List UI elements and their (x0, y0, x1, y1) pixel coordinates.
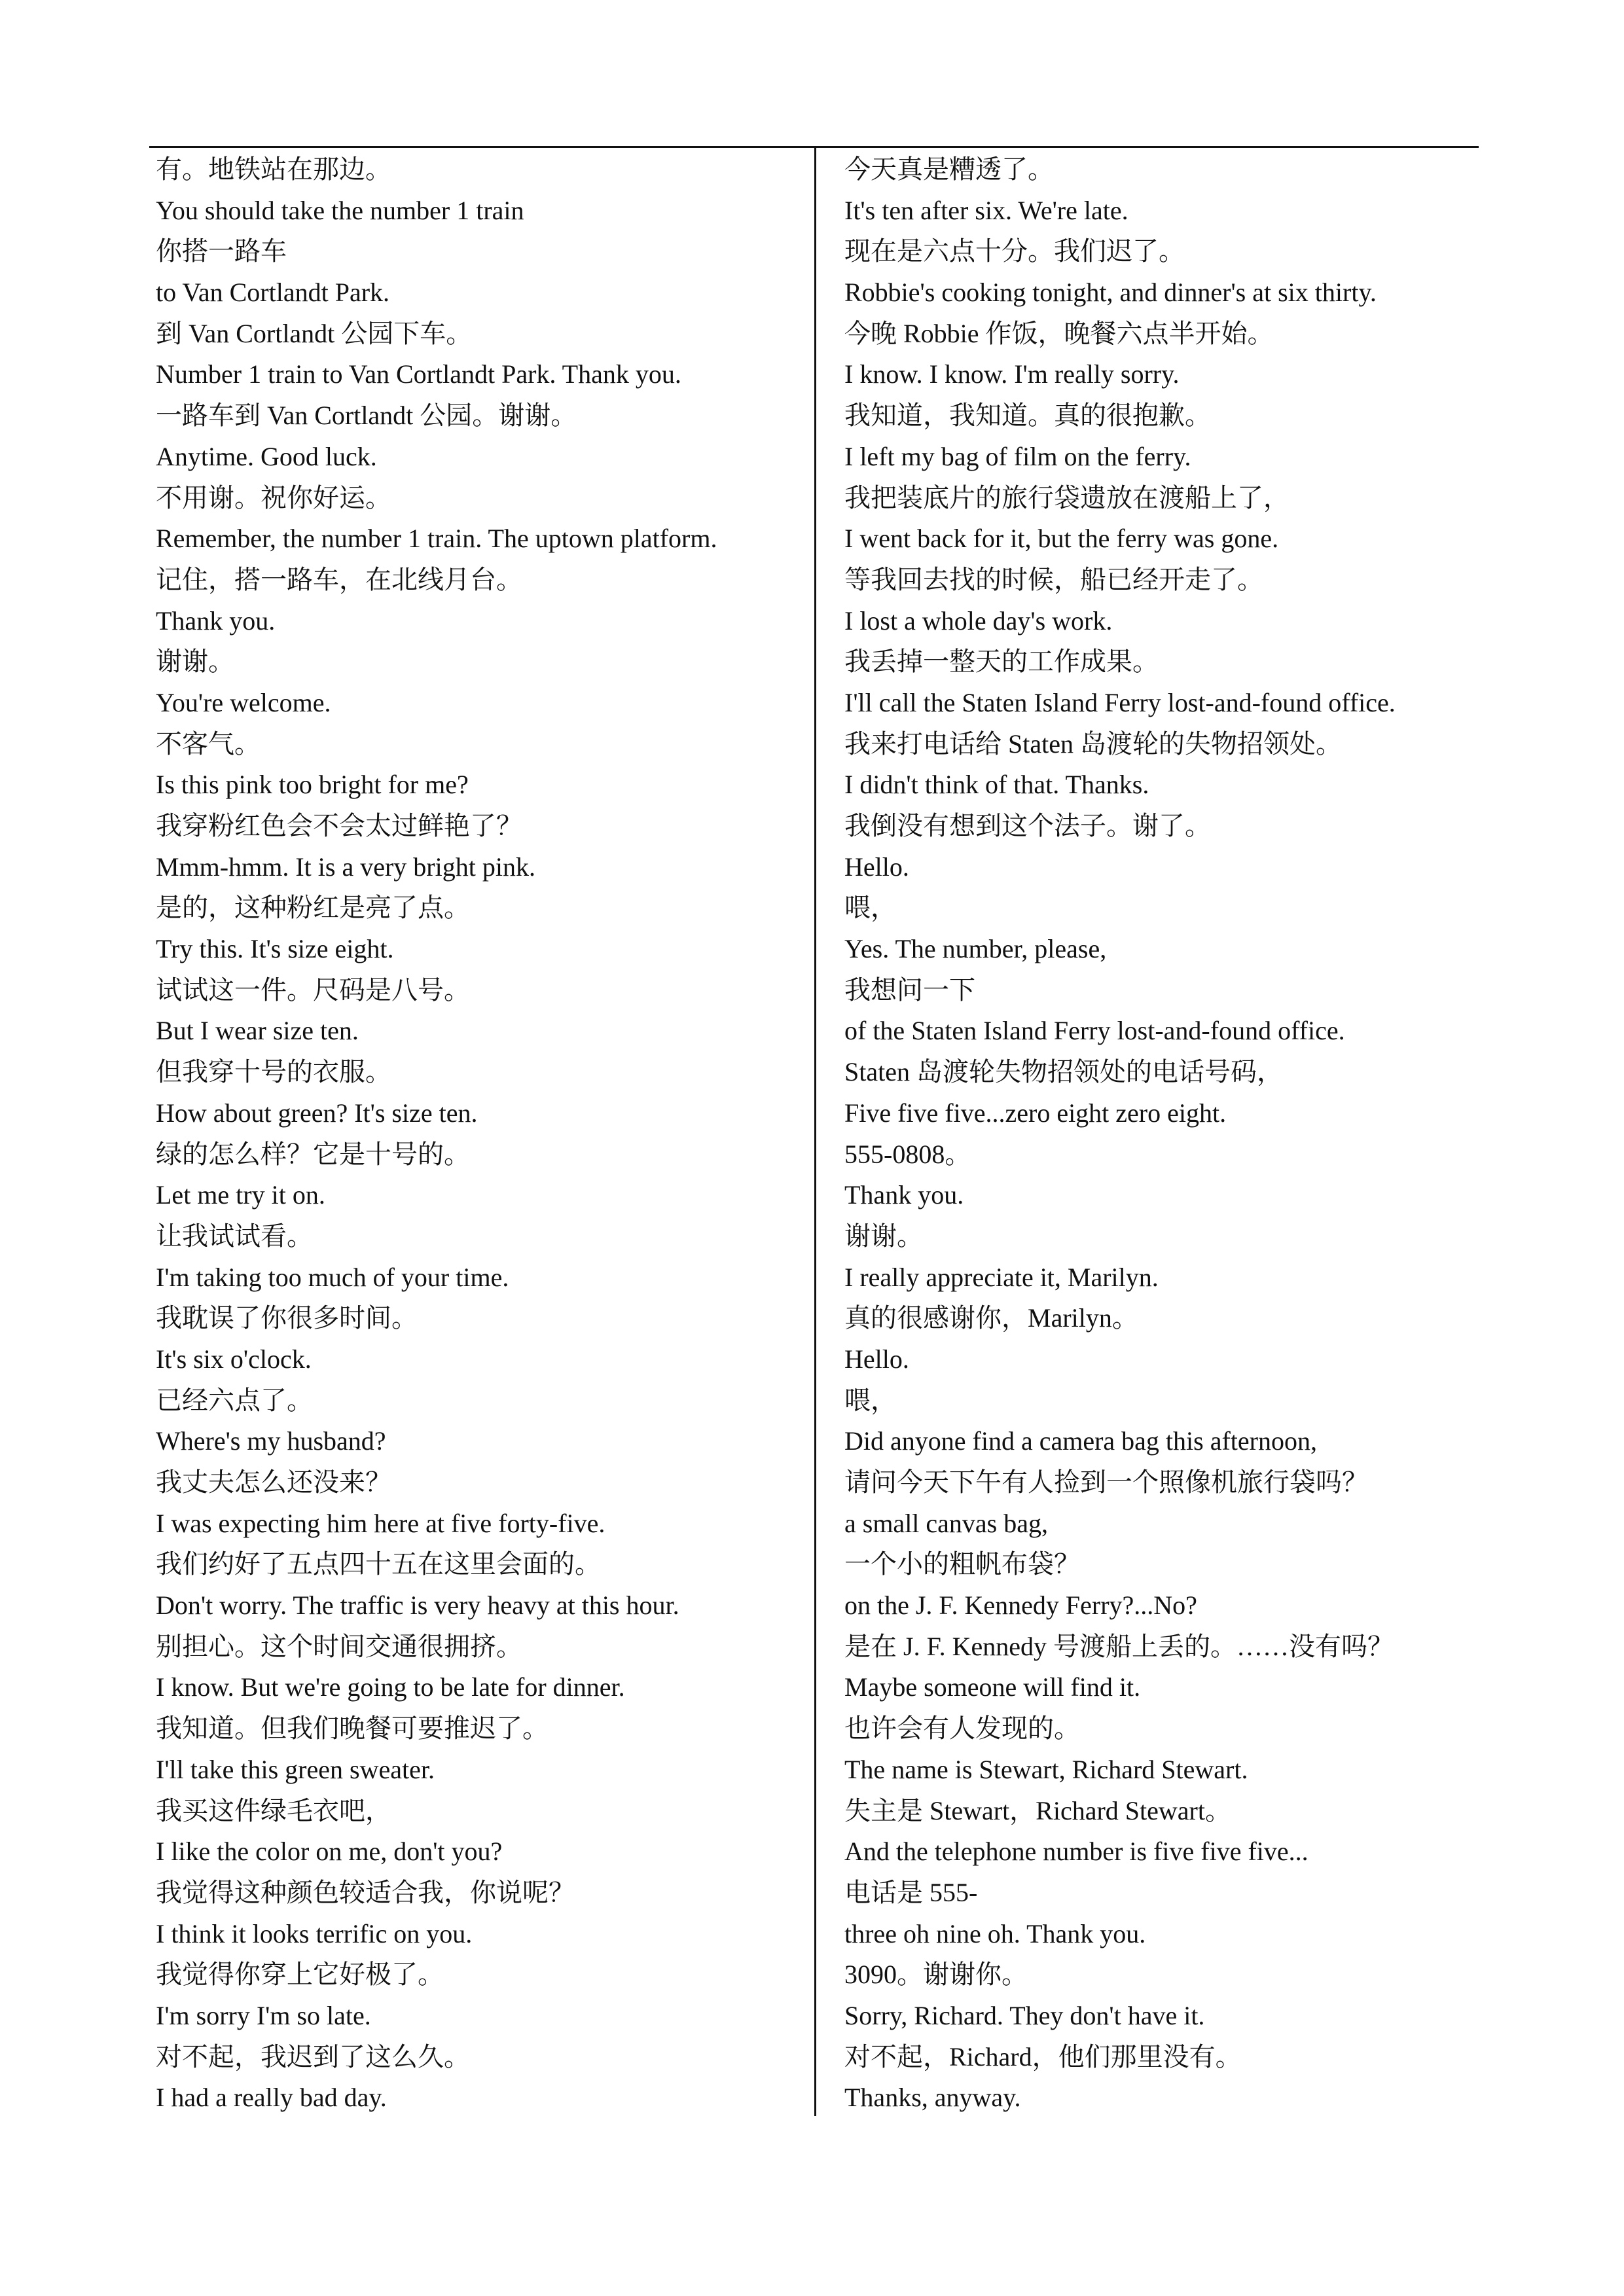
right-column-line: 我倒没有想到这个法子。谢了。 (844, 811, 1211, 840)
right-column-line: I left my bag of film on the ferry. (844, 441, 1191, 471)
left-column-line: 一路车到 Van Cortlandt 公园。谢谢。 (156, 401, 577, 431)
right-column-line: I went back for it, but the ferry was gone. (844, 524, 1279, 554)
right-column-line: 等我回去找的时候，船已经开走了。 (844, 564, 1263, 594)
left-column-line: 我们约好了五点四十五在这里会面的。 (156, 1549, 601, 1579)
right-column-line: Staten 岛渡轮失物招领处的电话号码， (844, 1057, 1283, 1087)
left-column-line: How about green? It's size ten. (156, 1098, 478, 1128)
left-column-line: 不客气。 (156, 728, 261, 759)
right-column-line: And the telephone number is five five five... (844, 1837, 1308, 1867)
right-column-line: 我丢掉一整天的工作成果。 (844, 647, 1159, 677)
left-column-line: I'll take this green sweater. (156, 1754, 435, 1784)
left-column-line: Number 1 train to Van Cortlandt Park. Thank you. (156, 359, 681, 389)
right-column-line: 喂， (844, 1385, 897, 1415)
left-column-line: 我丈夫怎么还没来？ (156, 1467, 391, 1497)
right-column-line: 失主是 Stewart，Richard Stewart。 (844, 1795, 1231, 1825)
right-column-line: 是在 J. F. Kennedy 号渡船上丢的。……没有吗？ (844, 1631, 1394, 1661)
left-column-line: 对不起，我迟到了这么久。 (156, 2041, 470, 2072)
left-column-line: Remember, the number 1 train. The uptown platform. (156, 524, 717, 554)
right-column-line: 一个小的粗帆布袋？ (844, 1549, 1080, 1579)
right-column-line: 3090。谢谢你。 (844, 1960, 1028, 1990)
left-column-line: to Van Cortlandt Park. (156, 278, 390, 308)
left-column-line: 你搭一路车 (156, 236, 287, 266)
right-column-line: I'll call the Staten Island Ferry lost-and-found office. (844, 687, 1396, 717)
right-column-line: Hello. (844, 852, 909, 882)
left-column-line: Mmm-hmm. It is a very bright pink. (156, 852, 535, 882)
right-column-line: 我想问一下 (844, 975, 975, 1005)
left-column-line: Don't worry. The traffic is very heavy at this hour. (156, 1590, 679, 1621)
left-column-line: 但我穿十号的衣服。 (156, 1057, 391, 1087)
left-column-line: 我觉得你穿上它好极了。 (156, 1960, 444, 1990)
right-column-line: Yes. The number, please, (844, 934, 1107, 964)
left-column-line: 让我试试看。 (156, 1221, 313, 1251)
left-column-line: 有。地铁站在那边。 (156, 154, 391, 184)
right-column-line: 谢谢。 (844, 1221, 923, 1251)
left-column-line: Try this. It's size eight. (156, 934, 394, 964)
left-column-line: It's six o'clock. (156, 1344, 312, 1374)
left-column-line: 是的，这种粉红是亮了点。 (156, 893, 470, 923)
left-column-line: 到 Van Cortlandt 公园下车。 (156, 318, 473, 348)
right-column-line: Did anyone find a camera bag this afternoon, (844, 1426, 1317, 1456)
left-column-line: I think it looks terrific on you. (156, 1918, 473, 1948)
right-column-line: of the Staten Island Ferry lost-and-found office. (844, 1016, 1345, 1046)
right-column-line: 我知道，我知道。真的很抱歉。 (844, 401, 1211, 431)
left-column-line: 我穿粉红色会不会太过鲜艳了？ (156, 811, 522, 840)
left-column-line: 我耽误了你很多时间。 (156, 1303, 418, 1333)
right-column-line: I didn't think of that. Thanks. (844, 770, 1149, 800)
left-column (156, 149, 804, 2119)
left-column-line: 记住，搭一路车，在北线月台。 (156, 564, 522, 594)
right-column-line: on the J. F. Kennedy Ferry?...No? (844, 1590, 1197, 1621)
left-column-line: 我买这件绿毛衣吧， (156, 1795, 391, 1825)
right-column-line: 对不起，Richard，他们那里没有。 (844, 2041, 1242, 2072)
right-column-line: three oh nine oh. Thank you. (844, 1918, 1146, 1948)
left-column-line: 别担心。这个时间交通很拥挤。 (156, 1631, 522, 1661)
right-column-line: 喂， (844, 893, 897, 923)
right-column-line: 电话是 555- (844, 1877, 978, 1907)
right-column-line: I really appreciate it, Marilyn. (844, 1262, 1159, 1292)
left-column-line: 我觉得这种颜色较适合我，你说呢？ (156, 1877, 575, 1907)
right-column-line: 也许会有人发现的。 (844, 1713, 1080, 1744)
left-column-line: I was expecting him here at five forty-five. (156, 1508, 605, 1538)
right-column-line: Maybe someone will find it. (844, 1672, 1141, 1702)
right-column (844, 149, 1479, 2119)
right-column-line: 我把装底片的旅行袋遗放在渡船上了， (844, 482, 1290, 512)
left-column-line: 绿的怎么样？它是十号的。 (156, 1139, 470, 1169)
left-column-line: Thank you. (156, 605, 276, 636)
left-column-line: You should take the number 1 train (156, 195, 524, 225)
right-column-line: 真的很感谢你，Marilyn。 (844, 1303, 1138, 1333)
column-divider (814, 146, 816, 2116)
left-column-line: But I wear size ten. (156, 1016, 359, 1046)
left-column-line: I like the color on me, don't you? (156, 1837, 503, 1867)
right-column-line: 今晚 Robbie 作饭，晚餐六点半开始。 (844, 318, 1274, 348)
right-column-line: I lost a whole day's work. (844, 605, 1113, 636)
right-column-line: 现在是六点十分。我们迟了。 (844, 236, 1185, 266)
right-column-line: Robbie's cooking tonight, and dinner's at six thirty. (844, 278, 1377, 308)
left-column-line: I know. But we're going to be late for dinner. (156, 1672, 625, 1702)
left-column-line: Let me try it on. (156, 1180, 325, 1210)
right-column-line: 555-0808。 (844, 1139, 971, 1169)
right-column-line: 今天真是糟透了。 (844, 154, 1054, 184)
left-column-line: I'm sorry I'm so late. (156, 2000, 371, 2030)
right-column-line: I know. I know. I'm really sorry. (844, 359, 1180, 389)
right-column-line: Five five five...zero eight zero eight. (844, 1098, 1227, 1128)
right-column-line: Thank you. (844, 1180, 964, 1210)
right-column-line: 请问今天下午有人捡到一个照像机旅行袋吗？ (844, 1467, 1368, 1497)
right-column-line: 我来打电话给 Staten 岛渡轮的失物招领处。 (844, 728, 1342, 759)
right-column-line: Thanks, anyway. (844, 2083, 1021, 2113)
right-column-line: Sorry, Richard. They don't have it. (844, 2000, 1205, 2030)
left-column-line: I'm taking too much of your time. (156, 1262, 509, 1292)
left-column-line: Is this pink too bright for me? (156, 770, 469, 800)
left-column-line: You're welcome. (156, 687, 331, 717)
left-column-line: I had a really bad day. (156, 2083, 387, 2113)
right-column-line: Hello. (844, 1344, 909, 1374)
left-column-line: 试试这一件。尺码是八号。 (156, 975, 470, 1005)
left-column-line: Anytime. Good luck. (156, 441, 377, 471)
left-column-line: 已经六点了。 (156, 1385, 313, 1415)
right-column-line: The name is Stewart, Richard Stewart. (844, 1754, 1248, 1784)
right-column-line: a small canvas bag, (844, 1508, 1048, 1538)
left-column-line: 谢谢。 (156, 647, 234, 677)
left-column-line: 我知道。但我们晚餐可要推迟了。 (156, 1713, 549, 1744)
left-column-line: 不用谢。祝你好运。 (156, 482, 391, 512)
right-column-line: It's ten after six. We're late. (844, 195, 1128, 225)
left-column-line: Where's my husband? (156, 1426, 386, 1456)
